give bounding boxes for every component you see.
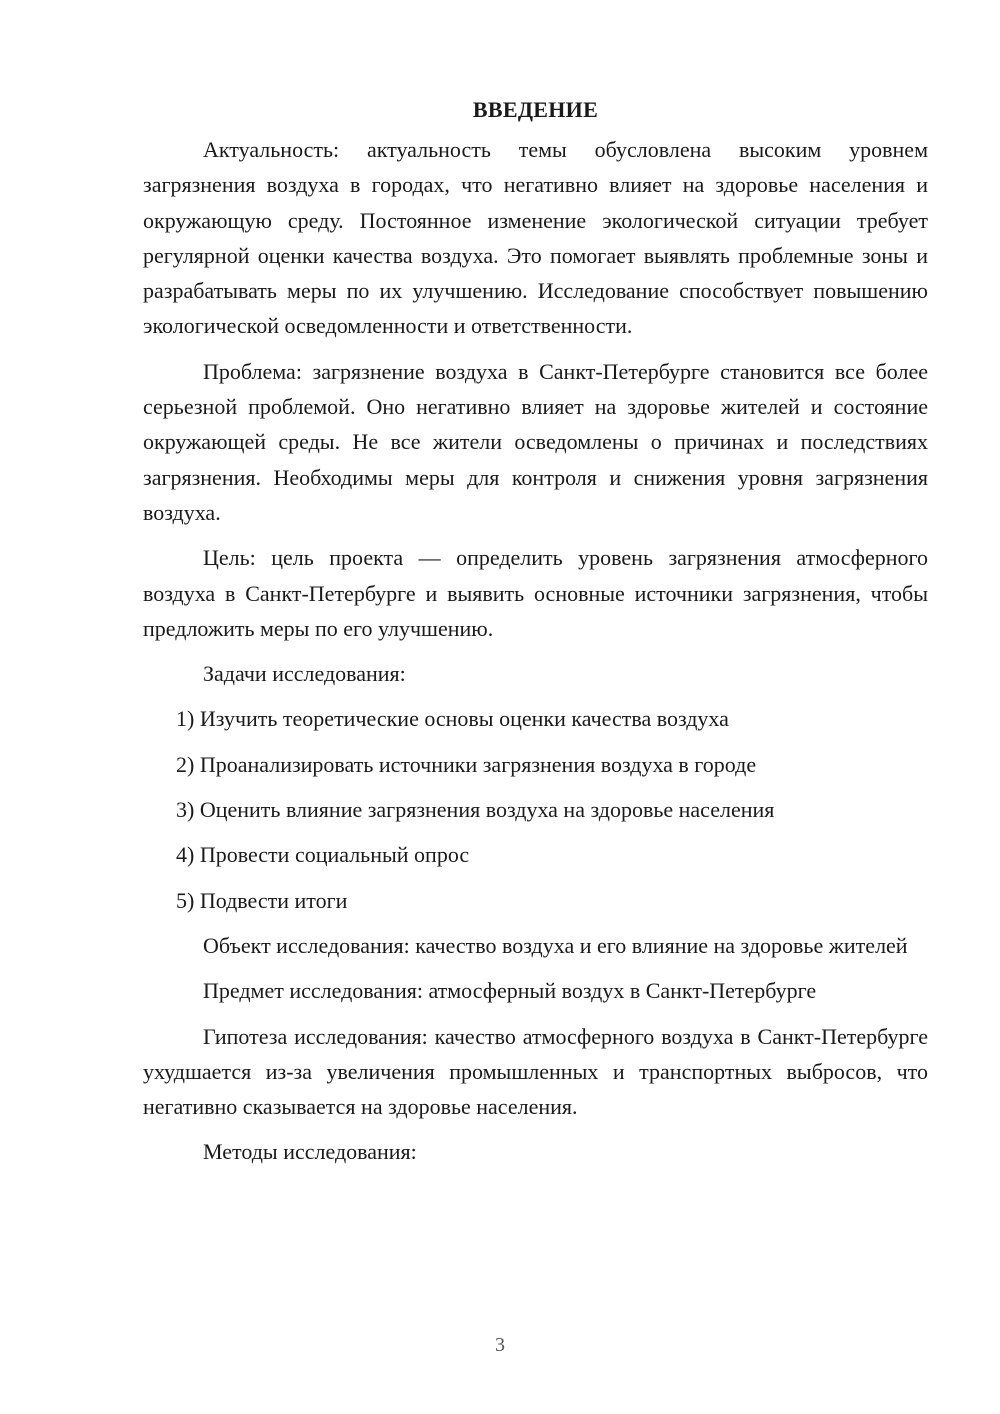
goal-paragraph: Цель: цель проекта — определить уровень загрязнения атмосферного воздуха в Санкт-Петербурге и выявить основные источники загрязнения, чтобы предложить меры по его улучшению. bbox=[143, 545, 928, 641]
subject-paragraph: Предмет исследования: атмосферный воздух в Санкт-Петербурге bbox=[203, 978, 817, 1004]
task-item-3: 3) Оценить влияние загрязнения воздуха на здоровье населения bbox=[176, 797, 775, 823]
methods-heading: Методы исследования: bbox=[203, 1139, 417, 1165]
tasks-list bbox=[143, 701, 928, 917]
tasks-heading: Задачи исследования: bbox=[203, 661, 406, 687]
hypothesis-paragraph: Гипотеза исследования: качество атмосферного воздуха в Санкт-Петербурге ухудшается из-за увеличения промышленных и транспортных выбросов, что негативно сказывается на здоровье населения. bbox=[143, 1023, 928, 1120]
task-item-5: 5) Подвести итоги bbox=[176, 887, 348, 913]
page-number: 3 bbox=[495, 1334, 505, 1356]
page-title: ВВЕДЕНИЕ bbox=[472, 97, 599, 122]
document-page bbox=[143, 92, 928, 1180]
task-item-4: 4) Провести социальный опрос bbox=[176, 842, 470, 868]
task-item-2: 2) Проанализировать источники загрязнения воздуха в городе bbox=[176, 751, 757, 777]
relevance-paragraph: Актуальность: актуальность темы обусловлена высоким уровнем загрязнения воздуха в городах, что негативно влияет на здоровье населения и окружающую среду. Постоянное изменение экологической ситуации требует регулярной оценки качества воздуха. Это помогает выявлять проблемные зоны и разрабатывать меры по их улучшению. Исследование способствует повышению экологической осведомленности и ответственности. bbox=[143, 137, 928, 339]
object-paragraph: Объект исследования: качество воздуха и его влияние на здоровье жителей bbox=[203, 932, 908, 958]
task-item-1: 1) Изучить теоретические основы оценки качества воздуха bbox=[176, 706, 729, 732]
problem-paragraph: Проблема: загрязнение воздуха в Санкт-Петербурге становится все более серьезной проблемой. Оно негативно влияет на здоровье жителей и состояние окружающей среды. Не все жители осведомлены о причинах и последствиях загрязнения. Необходимы меры для контроля и снижения уровня загрязнения воздуха. bbox=[143, 358, 928, 525]
